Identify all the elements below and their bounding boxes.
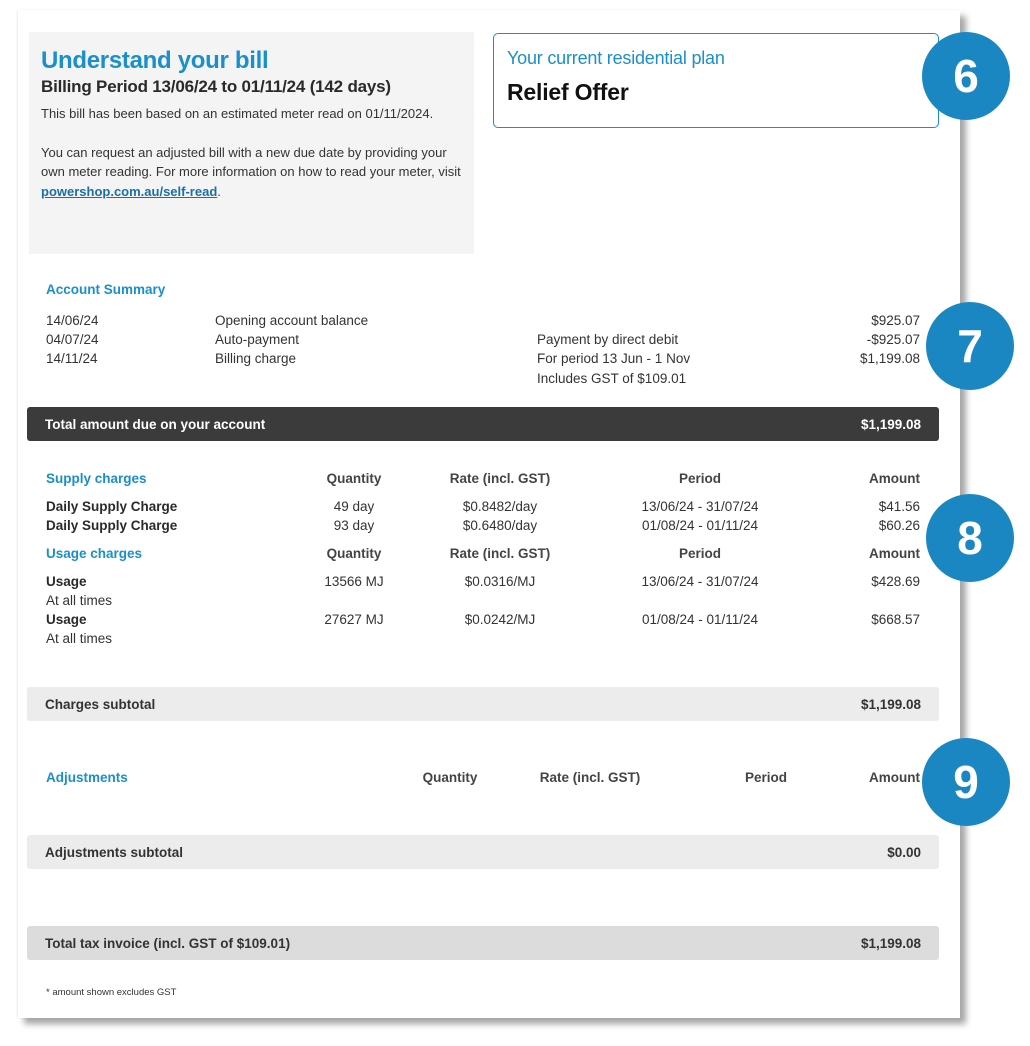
- charge-amount: $41.56: [878, 499, 920, 514]
- column-header-quantity: Quantity: [422, 770, 478, 785]
- charges-subtotal-label: Charges subtotal: [45, 696, 156, 712]
- column-header-period: Period: [678, 546, 721, 561]
- usage-name: Usage: [46, 612, 87, 627]
- footnote: * amount shown excludes GST: [46, 987, 177, 998]
- column-header-amount: Amount: [869, 770, 920, 785]
- usage-sub: At all times: [46, 593, 113, 608]
- understand-bill-panel: [29, 32, 474, 254]
- step-badge-9: 9: [922, 738, 1010, 826]
- usage-name: Usage: [46, 574, 87, 589]
- total-due-amount: $1,199.08: [860, 416, 921, 432]
- summary-gst-note: Includes GST of $109.01: [537, 371, 687, 386]
- summary-date: 04/07/24: [46, 332, 99, 347]
- step-badge-7: 7: [926, 302, 1014, 390]
- summary-amount: $1,199.08: [859, 351, 920, 366]
- usage-period: 01/08/24 - 01/11/24: [641, 612, 759, 627]
- adjustments-title: Adjustments: [46, 770, 128, 785]
- usage-period: 13/06/24 - 31/07/24: [641, 574, 759, 589]
- charge-rate: $0.8482/day: [462, 499, 538, 514]
- summary-amount: -$925.07: [866, 332, 920, 347]
- summary-desc: Opening account balance: [215, 313, 369, 328]
- understand-title: Understand your bill: [41, 47, 269, 74]
- usage-sub: At all times: [46, 631, 113, 646]
- summary-detail: For period 13 Jun - 1 Nov: [537, 351, 691, 366]
- self-read-link[interactable]: powershop.com.au/self-read: [41, 183, 218, 199]
- adjustments-subtotal-bar: [27, 835, 939, 869]
- usage-amount: $668.57: [871, 612, 920, 627]
- usage-rate: $0.0316/MJ: [464, 574, 536, 589]
- adjustments-subtotal-label: Adjustments subtotal: [45, 844, 184, 860]
- billing-period: Billing Period 13/06/24 to 01/11/24 (142 days): [41, 77, 391, 96]
- current-plan-box: [493, 33, 939, 128]
- column-header-period: Period: [678, 471, 721, 486]
- column-header-amount: Amount: [869, 471, 920, 486]
- account-summary-title: Account Summary: [46, 282, 166, 297]
- charges-subtotal-bar: [27, 687, 939, 721]
- plan-label: Your current residential plan: [507, 48, 725, 68]
- charges-subtotal-amount: $1,199.08: [860, 696, 921, 712]
- request-note-text: You can request an adjusted bill with a new due date by providing your own meter reading. For more information on how to read your meter, visit: [41, 144, 461, 179]
- usage-amount: $428.69: [871, 574, 920, 589]
- plan-name: Relief Offer: [507, 79, 629, 105]
- column-header-quantity: Quantity: [326, 471, 382, 486]
- column-header-rate: Rate (incl. GST): [449, 471, 551, 486]
- request-note-end: .: [217, 183, 221, 199]
- estimate-note: This bill has been based on an estimated meter read on 01/11/2024.: [41, 106, 434, 121]
- usage-rate: $0.0242/MJ: [464, 612, 536, 627]
- charge-period: 01/08/24 - 01/11/24: [641, 518, 759, 533]
- summary-amount: $925.07: [871, 313, 920, 328]
- summary-detail: Payment by direct debit: [537, 332, 679, 347]
- total-due-bar: [27, 407, 939, 441]
- charge-name: Daily Supply Charge: [46, 518, 178, 533]
- charge-quantity: 93 day: [333, 518, 375, 533]
- adjustments-subtotal-amount: $0.00: [887, 844, 921, 860]
- total-invoice-label: Total tax invoice (incl. GST of $109.01): [45, 935, 291, 951]
- total-invoice-amount: $1,199.08: [860, 935, 921, 951]
- summary-desc: Auto-payment: [215, 332, 300, 347]
- summary-date: 14/06/24: [46, 313, 99, 328]
- charge-quantity: 49 day: [333, 499, 375, 514]
- column-header-rate: Rate (incl. GST): [449, 546, 551, 561]
- usage-charges-title: Usage charges: [46, 546, 143, 561]
- column-header-period: Period: [744, 770, 787, 785]
- column-header-rate: Rate (incl. GST): [539, 770, 641, 785]
- supply-charges-title: Supply charges: [46, 471, 147, 486]
- step-badge-6: 6: [922, 32, 1010, 120]
- summary-desc: Billing charge: [215, 351, 297, 366]
- charge-rate: $0.6480/day: [462, 518, 538, 533]
- summary-date: 14/11/24: [46, 351, 98, 366]
- step-badge-8: 8: [926, 494, 1014, 582]
- total-invoice-bar: [27, 926, 939, 960]
- usage-quantity: 13566 MJ: [324, 574, 384, 589]
- column-header-quantity: Quantity: [326, 546, 382, 561]
- column-header-amount: Amount: [869, 546, 920, 561]
- charge-name: Daily Supply Charge: [46, 499, 178, 514]
- charge-period: 13/06/24 - 31/07/24: [641, 499, 759, 514]
- usage-quantity: 27627 MJ: [324, 612, 384, 627]
- charge-amount: $60.26: [878, 518, 920, 533]
- total-due-label: Total amount due on your account: [45, 416, 266, 432]
- request-note: [41, 143, 462, 202]
